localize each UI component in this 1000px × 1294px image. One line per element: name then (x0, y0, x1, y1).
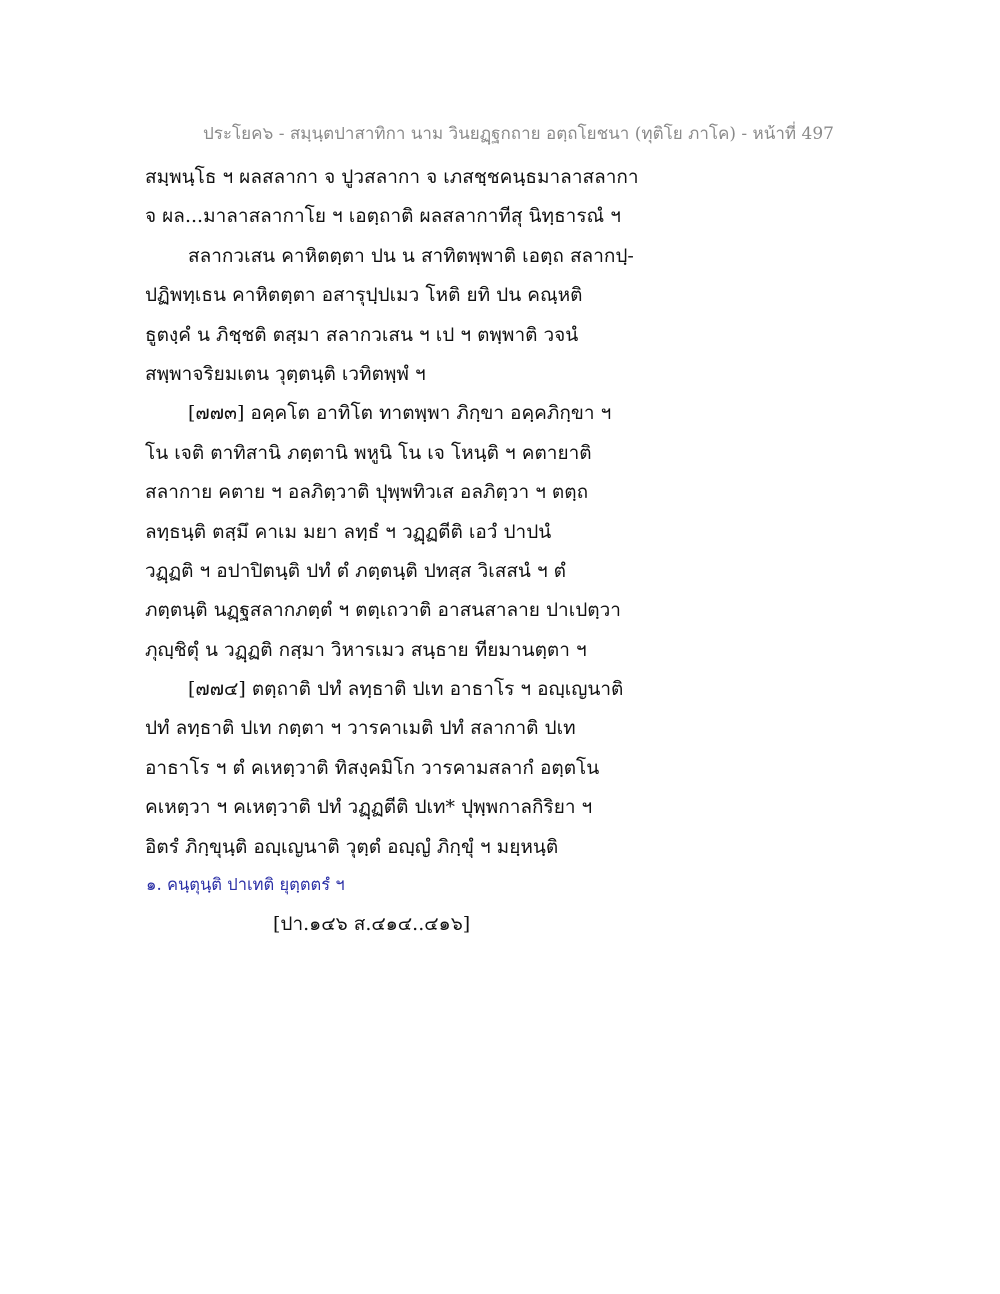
text-line: [๗๗๔] ตตฺถาติ ปทํ ลทฺธาติ ปเท อาธาโร ฯ อญฺเญนาติ (188, 678, 624, 701)
text-line: สพฺพาจริยมเตน วุตฺตนฺติ เวทิตพฺพํ ฯ (145, 362, 426, 385)
page-header: ประโยค๖ - สมฺนฺตปาสาทิกา นาม วินยฏฺฐกถาย อตฺถโยชนา (ทุติโย ภาโค) - หน้าที่ 497 (203, 124, 834, 144)
text-line: อิตรํ ภิกฺขุนฺติ อญฺเญนาติ วุตฺตํ อญฺญํ ภิกฺขุํ ฯ มยฺหนฺติ (145, 835, 559, 858)
text-line: โน เจติ ตาทิสานิ ภตฺตานิ พหูนิ โน เจ โหนฺติ ฯ คตายาติ (145, 441, 592, 464)
text-line: คเหตฺวา ฯ คเหตฺวาติ ปทํ วฏฺฏตีติ ปเท* ปุพฺพกาลกิริยา ฯ (145, 796, 593, 819)
text-line: วฏฺฏติ ฯ อปาปิตนฺติ ปทํ ตํ ภตฺตนฺติ ปทสฺส วิเสสนํ ฯ ตํ (145, 559, 566, 582)
text-line: ปทํ ลทฺธาติ ปเท กตฺตา ฯ วารคาเมติ ปทํ สลากาติ ปเท (145, 717, 576, 740)
text-line: สลากวเสน คาหิตตฺตา ปน น สาทิตพฺพาติ เอตฺถ สลากปฺ- (188, 244, 634, 267)
body-text (145, 158, 745, 867)
text-line: ภุญฺชิตุํ น วฏฺฏติ กสฺมา วิหารเมว สนฺธาย ทียมานตฺตา ฯ (145, 638, 587, 661)
text-line: สลากาย คตาย ฯ อลภิตฺวาติ ปุพฺพทิวเส อลภิตฺวา ฯ ตตฺถ (145, 481, 589, 504)
text-line: ภตฺตนฺติ นฏฺฐสลากภตฺตํ ฯ ตตฺเถวาติ อาสนสาลาย ปาเปตฺวา (145, 599, 621, 622)
text-line: [๗๗๓] อคฺคโต อาทิโต ทาตพฺพา ภิกฺขา อคฺคภิกฺขา ฯ (188, 402, 612, 425)
footnote: ๑. คนฺตุนฺติ ปาเทติ ยุตฺตตรํ ฯ (146, 875, 345, 894)
text-line: ปฏิพทฺเธน คาหิตตฺตา อสารุปฺปเมว โหติ ยทิ ปน คณฺหติ (145, 284, 583, 307)
text-line: สมฺพนฺโธ ฯ ผลสลากา จ ปูวสลากา จ เภสชฺชคนฺธมาลาสลากา (145, 166, 639, 188)
text-line: จ ผล...มาลาสลากาโย ฯ เอตฺถาติ ผลสลากาทีสุ นิทฺธารณํ ฯ (145, 205, 621, 228)
text-line: ลทฺธนฺติ ตสฺมึ คาเม มยา ลทฺธํ ฯ วฏฺฏตีติ เอวํ ปาปนํ (145, 520, 552, 543)
page-reference: [ปา.๑๔๖ ส.๔๑๔..๔๑๖] (273, 913, 471, 935)
text-line: อาธาโร ฯ ตํ คเหตฺวาติ ทิสงฺคมิโก วารคามสลากํ อตฺตโน (145, 756, 600, 779)
text-line: ธูตงฺคํ น ภิชฺชติ ตสฺมา สลากวเสน ฯ เป ฯ ตพฺพาติ วจนํ (145, 323, 579, 346)
